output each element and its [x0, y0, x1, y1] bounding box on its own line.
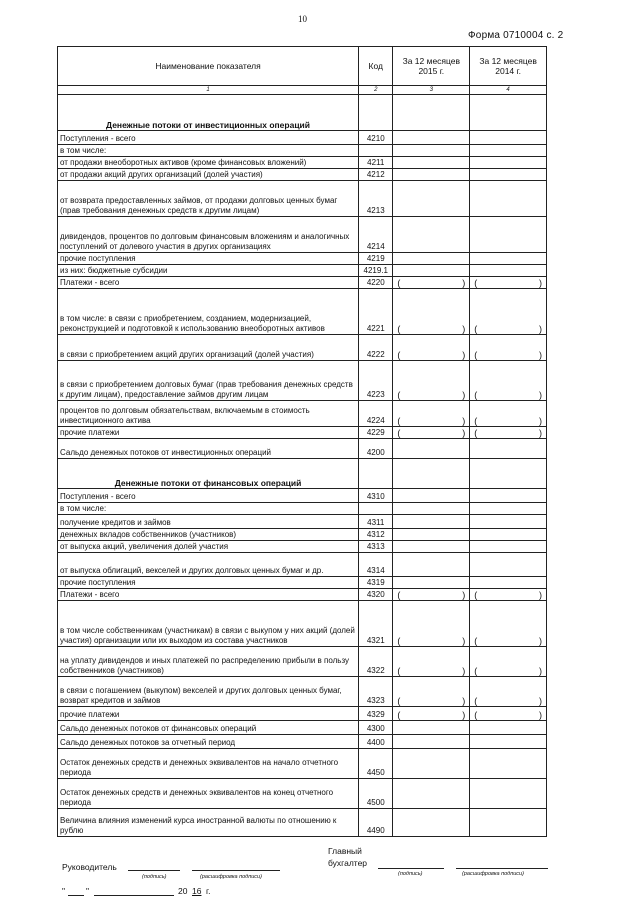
table-row [58, 289, 547, 335]
row-name: от продажи внеоборотных активов (кроме финансовых вложений) [58, 157, 359, 169]
table-row [58, 169, 547, 181]
row-name: Остаток денежных средств и денежных эквивалентов на конец отчетного периода [58, 779, 359, 809]
table-row [58, 265, 547, 277]
row-name: получение кредитов и займов [58, 515, 359, 529]
value-2014-cell[interactable] [470, 181, 547, 217]
open-bracket: ( [397, 636, 401, 646]
index-cell: 2 [359, 86, 393, 95]
section-row [58, 95, 547, 131]
row-name: из них: бюджетные субсидии [58, 265, 359, 277]
value-2015-cell[interactable] [393, 217, 470, 253]
close-bracket: ) [539, 390, 542, 400]
close-bracket: ) [462, 324, 466, 334]
table-header-row [58, 47, 547, 86]
empty-cell [470, 95, 547, 131]
value-2014-cell[interactable] [470, 553, 547, 577]
table-row [58, 253, 547, 265]
negative-value-brackets [472, 278, 544, 288]
close-bracket: ) [462, 390, 466, 400]
value-2015-cell[interactable] [393, 439, 470, 459]
open-bracket: ( [397, 416, 401, 426]
value-2014-cell[interactable] [470, 169, 547, 181]
row-name: Поступления - всего [58, 131, 359, 145]
negative-value-brackets [395, 636, 467, 646]
close-bracket: ) [539, 696, 542, 706]
value-2014-cell[interactable] [470, 577, 547, 589]
value-2015-cell[interactable] [393, 589, 470, 601]
value-2015-cell[interactable] [393, 553, 470, 577]
value-2014-cell[interactable] [470, 647, 547, 677]
negative-value-brackets [472, 324, 544, 334]
header-name: Наименование показателя [58, 47, 359, 86]
table-row [58, 749, 547, 779]
value-2015-cell[interactable] [393, 361, 470, 401]
value-2015-cell[interactable] [393, 503, 470, 515]
index-cell: 3 [393, 86, 470, 95]
head-decode-caption: (расшифровка подписи) [200, 874, 262, 880]
close-bracket: ) [539, 416, 542, 426]
table-row [58, 553, 547, 577]
date-quote-close: " [86, 886, 90, 896]
negative-value-brackets [472, 390, 544, 400]
value-2014-cell[interactable] [470, 289, 547, 335]
table-row [58, 217, 547, 253]
close-bracket: ) [539, 710, 542, 720]
row-code: 4314 [359, 553, 393, 577]
table-row [58, 335, 547, 361]
table-row [58, 145, 547, 157]
value-2014-cell[interactable] [470, 145, 547, 157]
table-row [58, 707, 547, 721]
index-cell: 4 [470, 86, 547, 95]
row-name: процентов по долговым обязательствам, включаемым в стоимость инвестиционного актива [58, 401, 359, 427]
value-2015-cell[interactable] [393, 721, 470, 735]
row-code: 4229 [359, 427, 393, 439]
row-code: 4219.1 [359, 265, 393, 277]
value-2015-cell[interactable] [393, 779, 470, 809]
row-code: 4211 [359, 157, 393, 169]
close-bracket: ) [462, 590, 466, 600]
row-code: 4312 [359, 529, 393, 541]
value-2015-cell[interactable] [393, 707, 470, 721]
row-name: Платежи - всего [58, 277, 359, 289]
value-2015-cell[interactable] [393, 401, 470, 427]
value-2014-cell[interactable] [470, 749, 547, 779]
row-name: в том числе собственникам (участникам) в связи с выкупом у них акций (долей участия) организации или их выходом из состава участников [58, 601, 359, 647]
negative-value-brackets [472, 636, 544, 646]
negative-value-brackets [395, 350, 467, 360]
open-bracket: ( [397, 666, 401, 676]
open-bracket: ( [397, 710, 401, 720]
negative-value-brackets [395, 696, 467, 706]
open-bracket: ( [397, 428, 401, 438]
form-code: Форма 0710004 с. 2 [468, 30, 564, 41]
head-decode-line [192, 870, 280, 871]
row-code: 4220 [359, 277, 393, 289]
date-month-line [94, 895, 174, 896]
section-title: Денежные потоки от финансовых операций [58, 459, 359, 489]
value-2014-cell[interactable] [470, 335, 547, 361]
value-2014-cell[interactable] [470, 217, 547, 253]
table-row [58, 601, 547, 647]
negative-value-brackets [395, 278, 467, 288]
row-code: 4224 [359, 401, 393, 427]
table-row [58, 647, 547, 677]
row-name: дивидендов, процентов по долговым финансовым вложениям и аналогичных поступлений от долевого участия в других организациях [58, 217, 359, 253]
value-2014-cell[interactable] [470, 721, 547, 735]
head-signature-caption: (подпись) [142, 874, 167, 880]
open-bracket: ( [474, 636, 478, 646]
close-bracket: ) [462, 636, 466, 646]
negative-value-brackets [472, 590, 544, 600]
row-name: от выпуска облигаций, векселей и других долговых ценных бумаг и др. [58, 553, 359, 577]
row-name: от возврата предоставленных займов, от продажи долговых ценных бумаг (прав требования денежных средств к другим лицам) [58, 181, 359, 217]
value-2014-cell[interactable] [470, 131, 547, 145]
value-2015-cell[interactable] [393, 253, 470, 265]
row-code: 4322 [359, 647, 393, 677]
close-bracket: ) [539, 324, 542, 334]
value-2014-cell[interactable] [470, 601, 547, 647]
value-2014-cell[interactable] [470, 265, 547, 277]
row-name: от выпуска акций, увеличения долей участия [58, 541, 359, 553]
row-name: на уплату дивидендов и иных платежей по распределению прибыли в пользу собственников (участников) [58, 647, 359, 677]
chief-signature-line [378, 868, 444, 869]
table-row [58, 529, 547, 541]
close-bracket: ) [539, 350, 542, 360]
table-row [58, 181, 547, 217]
close-bracket: ) [539, 666, 542, 676]
table-row [58, 439, 547, 459]
row-name: Поступления - всего [58, 489, 359, 503]
table-row [58, 361, 547, 401]
row-name: в связи с погашением (выкупом) векселей и других долговых ценных бумаг, возврат кредитов и займов [58, 677, 359, 707]
negative-value-brackets [395, 710, 467, 720]
negative-value-brackets [472, 350, 544, 360]
row-name: Платежи - всего [58, 589, 359, 601]
chief-accountant-label-2: бухгалтер [328, 858, 368, 868]
open-bracket: ( [474, 666, 478, 676]
value-2015-cell[interactable] [393, 265, 470, 277]
close-bracket: ) [462, 278, 466, 288]
negative-value-brackets [472, 666, 544, 676]
table-row [58, 427, 547, 439]
date-year-prefix: 20 [178, 886, 188, 896]
open-bracket: ( [474, 590, 478, 600]
open-bracket: ( [397, 696, 401, 706]
row-code: 4323 [359, 677, 393, 707]
open-bracket: ( [397, 324, 401, 334]
row-code [359, 503, 393, 515]
row-code: 4400 [359, 735, 393, 749]
open-bracket: ( [474, 390, 478, 400]
value-2015-cell[interactable] [393, 677, 470, 707]
negative-value-brackets [472, 416, 544, 426]
row-name: прочие платежи [58, 427, 359, 439]
row-code: 4310 [359, 489, 393, 503]
chief-decode-line [456, 868, 548, 869]
chief-signature-caption: (подпись) [398, 871, 423, 877]
row-code: 4500 [359, 779, 393, 809]
row-code: 4490 [359, 809, 393, 837]
open-bracket: ( [474, 278, 478, 288]
value-2014-cell[interactable] [470, 515, 547, 529]
value-2015-cell[interactable] [393, 749, 470, 779]
open-bracket: ( [397, 390, 401, 400]
row-name: в связи с приобретением долговых бумаг (прав требования денежных средств к другим лицам), предоставление займов другим лицам [58, 361, 359, 401]
close-bracket: ) [462, 710, 466, 720]
row-code: 4300 [359, 721, 393, 735]
value-2014-cell[interactable] [470, 439, 547, 459]
table-row [58, 401, 547, 427]
value-2014-cell[interactable] [470, 541, 547, 553]
row-code: 4221 [359, 289, 393, 335]
value-2015-cell[interactable] [393, 489, 470, 503]
negative-value-brackets [472, 710, 544, 720]
table-row [58, 131, 547, 145]
page-number: 10 [298, 14, 307, 24]
negative-value-brackets [395, 416, 467, 426]
row-name: Сальдо денежных потоков от инвестиционных операций [58, 439, 359, 459]
table-row [58, 677, 547, 707]
row-code: 4200 [359, 439, 393, 459]
value-2015-cell[interactable] [393, 131, 470, 145]
value-2015-cell[interactable] [393, 735, 470, 749]
index-row [58, 86, 547, 95]
row-code [359, 145, 393, 157]
value-2014-cell[interactable] [470, 589, 547, 601]
date-year-unit: г. [206, 886, 211, 896]
close-bracket: ) [539, 428, 542, 438]
value-2015-cell[interactable] [393, 277, 470, 289]
negative-value-brackets [395, 324, 467, 334]
row-code: 4223 [359, 361, 393, 401]
open-bracket: ( [474, 324, 478, 334]
row-code: 4210 [359, 131, 393, 145]
value-2014-cell[interactable] [470, 489, 547, 503]
row-code: 4219 [359, 253, 393, 265]
open-bracket: ( [474, 696, 478, 706]
value-2015-cell[interactable] [393, 289, 470, 335]
row-code: 4320 [359, 589, 393, 601]
value-2014-cell[interactable] [470, 779, 547, 809]
value-2014-cell[interactable] [470, 253, 547, 265]
open-bracket: ( [397, 590, 401, 600]
row-code: 4450 [359, 749, 393, 779]
table-row [58, 541, 547, 553]
row-code: 4321 [359, 601, 393, 647]
row-code: 4214 [359, 217, 393, 253]
close-bracket: ) [462, 350, 466, 360]
row-code: 4212 [359, 169, 393, 181]
open-bracket: ( [474, 416, 478, 426]
value-2014-cell[interactable] [470, 529, 547, 541]
open-bracket: ( [474, 350, 478, 360]
value-2014-cell[interactable] [470, 401, 547, 427]
table-row [58, 735, 547, 749]
negative-value-brackets [395, 390, 467, 400]
value-2015-cell[interactable] [393, 169, 470, 181]
section-row [58, 459, 547, 489]
row-name: Сальдо денежных потоков от финансовых операций [58, 721, 359, 735]
negative-value-brackets [395, 590, 467, 600]
table-row [58, 277, 547, 289]
row-name: в том числе: в связи с приобретением, созданием, модернизацией, реконструкцией и подготовкой к использованию внеоборотных активов [58, 289, 359, 335]
empty-cell [393, 459, 470, 489]
close-bracket: ) [539, 278, 542, 288]
empty-cell [359, 459, 393, 489]
open-bracket: ( [474, 710, 478, 720]
table-row [58, 157, 547, 169]
header-col1: За 12 месяцев 2015 г. [393, 47, 470, 86]
value-2015-cell[interactable] [393, 809, 470, 837]
header-code: Код [359, 47, 393, 86]
close-bracket: ) [462, 428, 466, 438]
negative-value-brackets [472, 428, 544, 438]
row-code: 4313 [359, 541, 393, 553]
row-name: Сальдо денежных потоков за отчетный период [58, 735, 359, 749]
value-2014-cell[interactable] [470, 277, 547, 289]
value-2015-cell[interactable] [393, 181, 470, 217]
open-bracket: ( [397, 278, 401, 288]
value-2015-cell[interactable] [393, 601, 470, 647]
value-2014-cell[interactable] [470, 707, 547, 721]
row-code: 4311 [359, 515, 393, 529]
cash-flow-table [57, 46, 547, 837]
table-row [58, 589, 547, 601]
close-bracket: ) [462, 416, 466, 426]
value-2014-cell[interactable] [470, 809, 547, 837]
negative-value-brackets [395, 666, 467, 676]
head-label: Руководитель [62, 862, 117, 872]
value-2015-cell[interactable] [393, 577, 470, 589]
date-day-line [68, 895, 84, 896]
date-year-suffix: 16 [192, 886, 202, 896]
section-title: Денежные потоки от инвестиционных операций [58, 95, 359, 131]
empty-cell [359, 95, 393, 131]
chief-decode-caption: (расшифровка подписи) [462, 871, 524, 877]
value-2015-cell[interactable] [393, 145, 470, 157]
index-cell: 1 [58, 86, 359, 95]
value-2014-cell[interactable] [470, 157, 547, 169]
row-name: прочие поступления [58, 253, 359, 265]
header-col2: За 12 месяцев 2014 г. [470, 47, 547, 86]
row-name: от продажи акций других организаций (долей участия) [58, 169, 359, 181]
value-2014-cell[interactable] [470, 361, 547, 401]
row-code: 4319 [359, 577, 393, 589]
chief-accountant-label-1: Главный [328, 846, 362, 856]
close-bracket: ) [462, 696, 466, 706]
row-name: в том числе: [58, 503, 359, 515]
close-bracket: ) [539, 636, 542, 646]
value-2014-cell[interactable] [470, 427, 547, 439]
head-signature-line [128, 870, 180, 871]
row-name: Величина влияния изменений курса иностранной валюты по отношению к рублю [58, 809, 359, 837]
value-2015-cell[interactable] [393, 427, 470, 439]
negative-value-brackets [395, 428, 467, 438]
table-row [58, 577, 547, 589]
row-name: прочие поступления [58, 577, 359, 589]
row-code: 4222 [359, 335, 393, 361]
close-bracket: ) [539, 590, 542, 600]
value-2015-cell[interactable] [393, 541, 470, 553]
value-2015-cell[interactable] [393, 647, 470, 677]
value-2015-cell[interactable] [393, 515, 470, 529]
table-row [58, 503, 547, 515]
value-2014-cell[interactable] [470, 735, 547, 749]
negative-value-brackets [472, 696, 544, 706]
value-2014-cell[interactable] [470, 677, 547, 707]
close-bracket: ) [462, 666, 466, 676]
row-name: Остаток денежных средств и денежных эквивалентов на начало отчетного периода [58, 749, 359, 779]
open-bracket: ( [397, 350, 401, 360]
table-row [58, 489, 547, 503]
table-row [58, 809, 547, 837]
value-2015-cell[interactable] [393, 335, 470, 361]
value-2015-cell[interactable] [393, 157, 470, 169]
table-row [58, 779, 547, 809]
row-name: в связи с приобретением акций других организаций (долей участия) [58, 335, 359, 361]
table-row [58, 515, 547, 529]
date-quote-open: " [62, 886, 66, 896]
value-2015-cell[interactable] [393, 529, 470, 541]
row-code: 4329 [359, 707, 393, 721]
row-code: 4213 [359, 181, 393, 217]
table-row [58, 721, 547, 735]
open-bracket: ( [474, 428, 478, 438]
value-2014-cell[interactable] [470, 503, 547, 515]
row-name: прочие платежи [58, 707, 359, 721]
row-name: в том числе: [58, 145, 359, 157]
empty-cell [393, 95, 470, 131]
empty-cell [470, 459, 547, 489]
row-name: денежных вкладов собственников (участников) [58, 529, 359, 541]
